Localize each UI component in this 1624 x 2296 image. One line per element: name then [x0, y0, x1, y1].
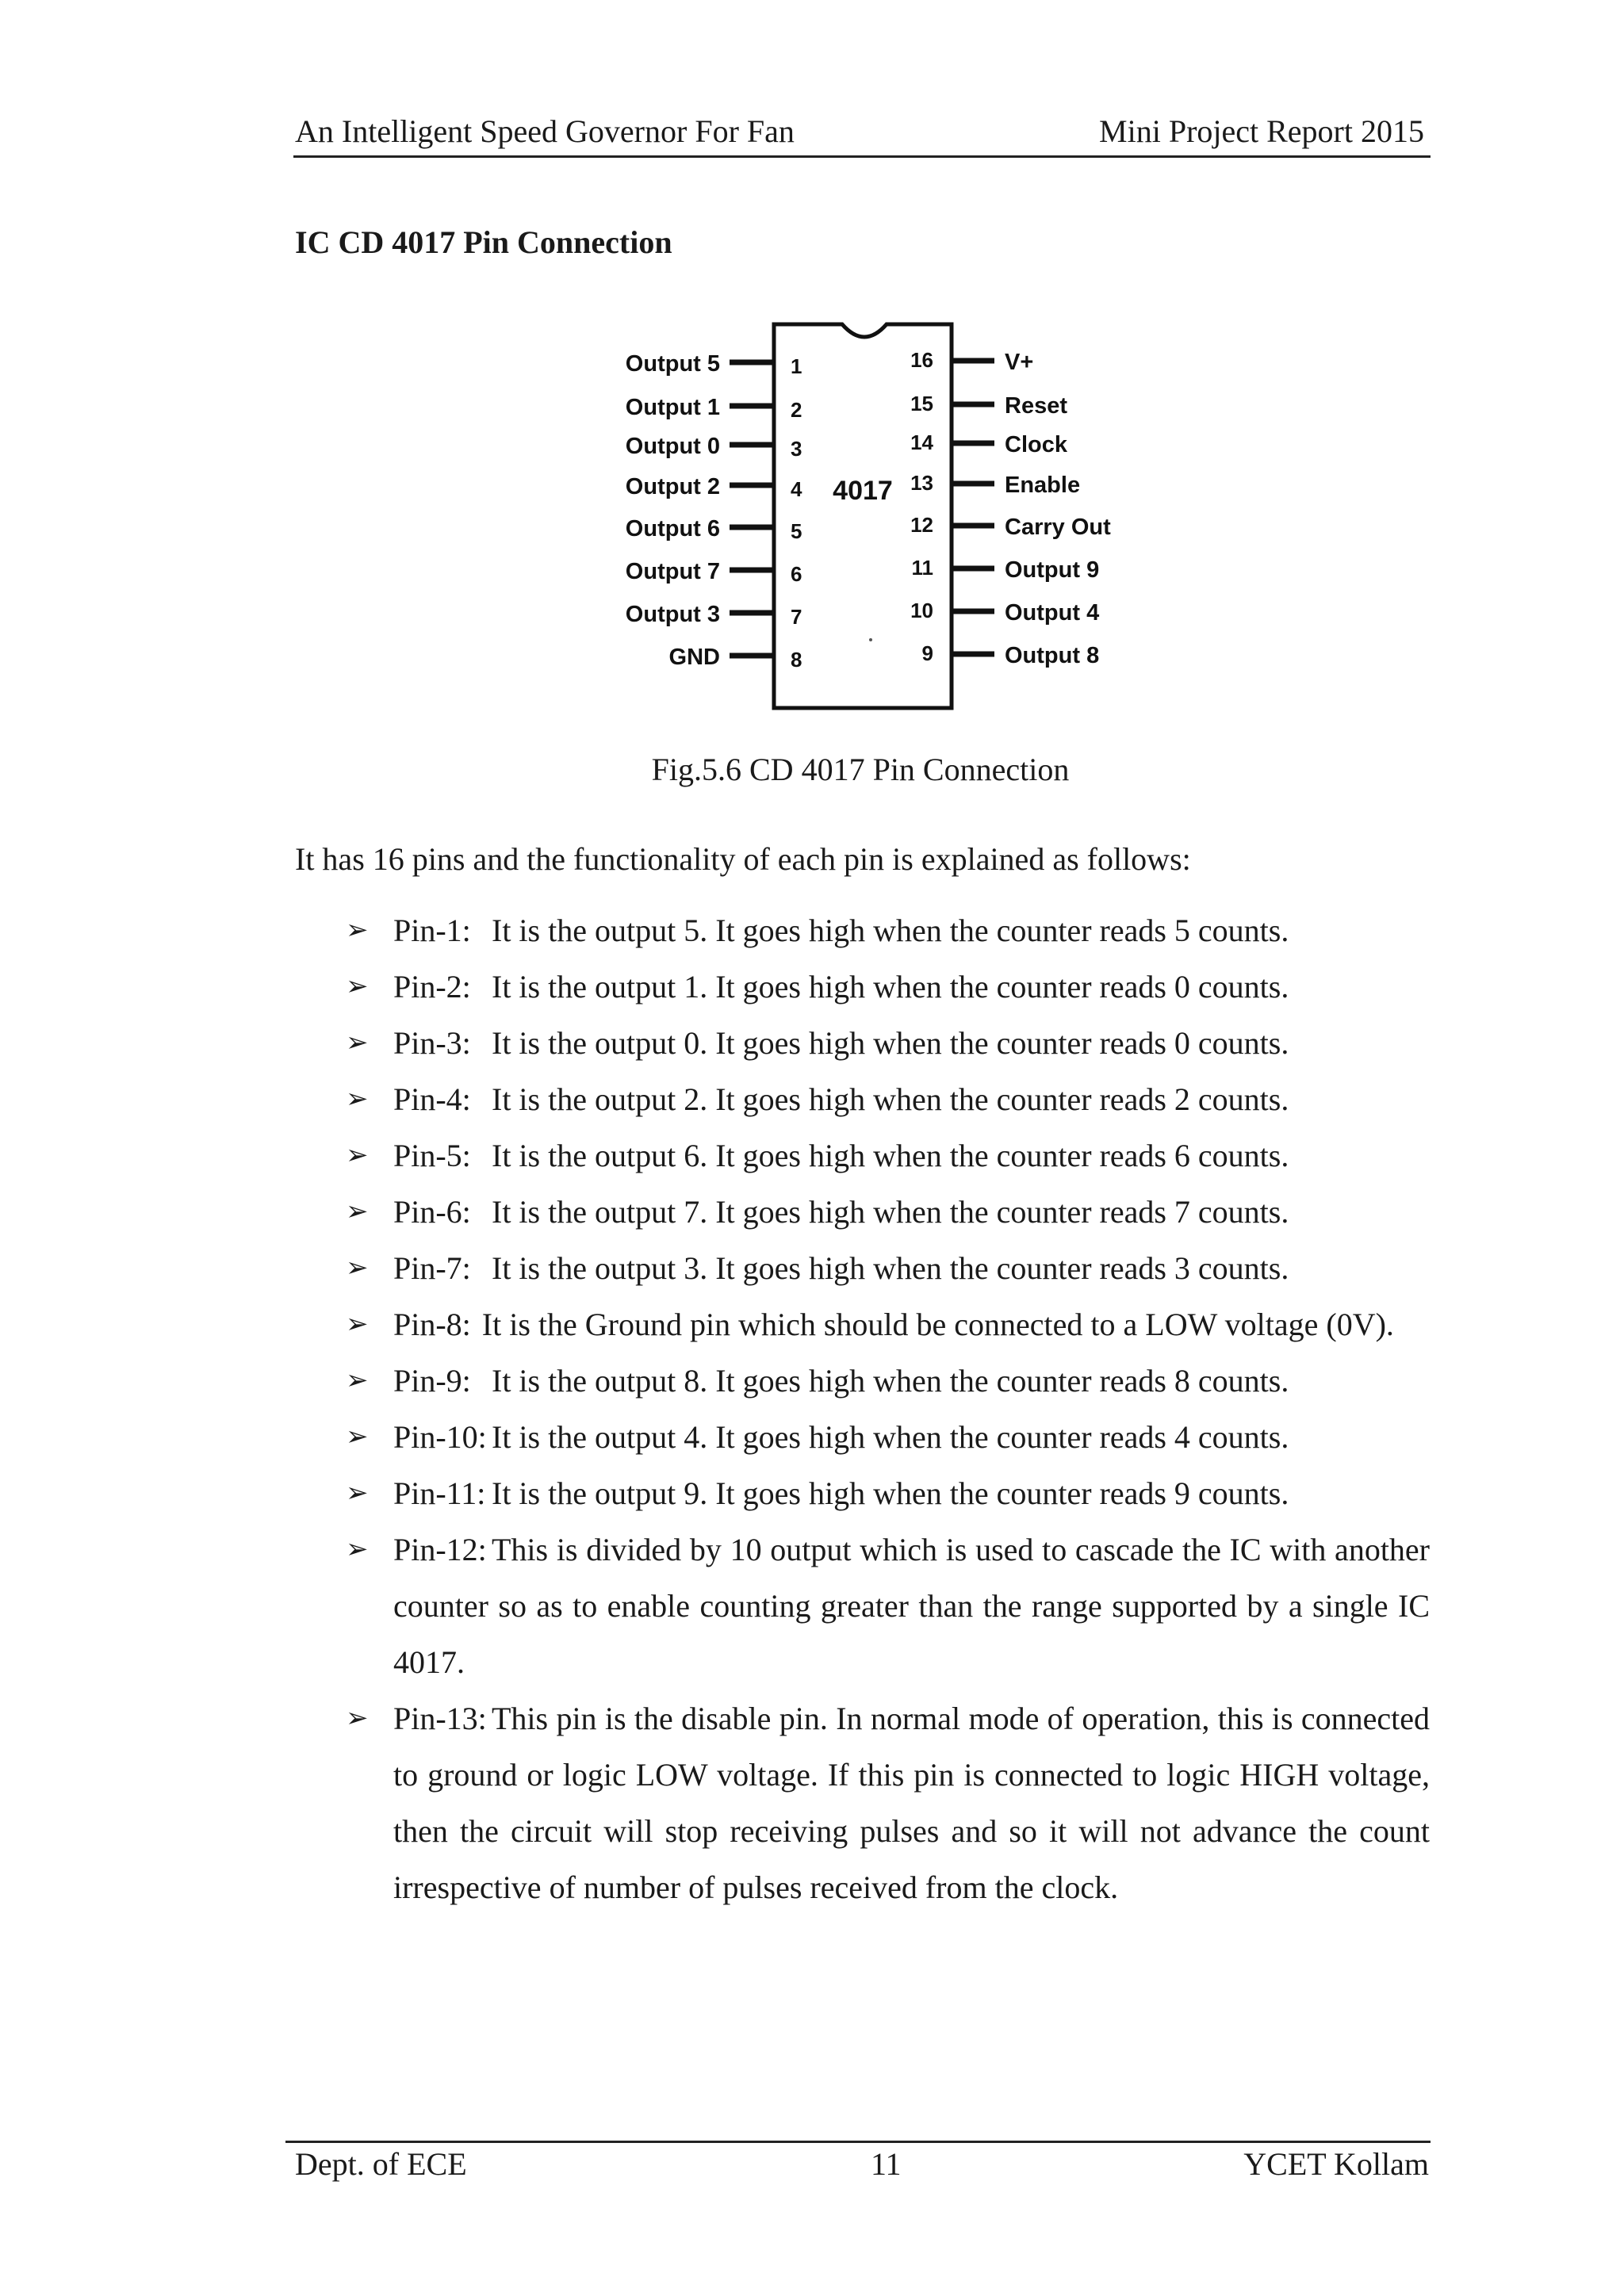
footer-rule — [285, 2141, 1431, 2143]
section-heading: IC CD 4017 Pin Connection — [295, 224, 672, 260]
list-item: ➢ Pin-3: It is the output 0. It goes high when the counter reads 0 counts. — [346, 1015, 1430, 1071]
pin-number-15: 15 — [910, 392, 933, 415]
pin-number-5: 5 — [791, 519, 802, 543]
list-item: ➢ Pin-10: It is the output 4. It goes high when the counter reads 4 counts. — [346, 1409, 1430, 1465]
arrow-bullet-icon: ➢ — [346, 1027, 369, 1058]
list-item: ➢ Pin-12: This is divided by 10 output which is used to cascade the IC with another counter so as to enable counting greater than the range supported by a single IC 4017. — [346, 1521, 1430, 1690]
arrow-bullet-icon: ➢ — [346, 1421, 369, 1452]
header-title: An Intelligent Speed Governor For Fan — [295, 113, 795, 149]
pin-number-2: 2 — [791, 398, 802, 422]
footer-college: YCET Kollam — [1243, 2146, 1429, 2182]
list-item: ➢ Pin-6: It is the output 7. It goes high when the counter reads 7 counts. — [346, 1184, 1430, 1240]
pin-name-15: Reset — [1005, 393, 1067, 419]
arrow-bullet-icon: ➢ — [346, 1477, 369, 1509]
intro-text: It has 16 pins and the functionality of each pin is explained as follows: — [295, 841, 1191, 877]
pin-name-1: Output 5 — [625, 351, 720, 377]
pin-number-3: 3 — [791, 437, 802, 461]
pin-name-9: Output 8 — [1005, 643, 1100, 668]
pin-name-8: GND — [668, 645, 720, 670]
pin-number-8: 8 — [791, 648, 802, 672]
arrow-bullet-icon: ➢ — [346, 1308, 369, 1340]
pin-name-12: Carry Out — [1005, 515, 1111, 540]
list-item: ➢ Pin-4: It is the output 2. It goes high when the counter reads 2 counts. — [346, 1071, 1430, 1127]
pin-number-16: 16 — [910, 348, 933, 372]
pin-name-6: Output 7 — [625, 559, 720, 584]
list-item: ➢ Pin-7: It is the output 3. It goes high when the counter reads 3 counts. — [346, 1240, 1430, 1296]
arrow-bullet-icon: ➢ — [346, 914, 369, 946]
list-item: ➢ Pin-9: It is the output 8. It goes high when the counter reads 8 counts. — [346, 1353, 1430, 1409]
pin-name-4: Output 2 — [625, 474, 720, 499]
arrow-bullet-icon: ➢ — [346, 1196, 369, 1227]
arrow-bullet-icon: ➢ — [346, 1533, 369, 1565]
pin-number-6: 6 — [791, 562, 802, 586]
footer-dept: Dept. of ECE — [295, 2146, 467, 2182]
pin-number-4: 4 — [791, 477, 802, 501]
pin-name-2: Output 1 — [625, 395, 720, 420]
arrow-bullet-icon: ➢ — [346, 1364, 369, 1396]
pin-number-13: 13 — [910, 471, 933, 495]
pin-number-12: 12 — [910, 513, 933, 537]
chip-label: 4017 — [833, 476, 893, 506]
pin-number-10: 10 — [910, 599, 933, 622]
list-item: ➢ Pin-2: It is the output 1. It goes high when the counter reads 0 counts. — [346, 959, 1430, 1015]
list-item: ➢ Pin-8: It is the Ground pin which should be connected to a LOW voltage (0V). — [346, 1296, 1430, 1353]
header-report: Mini Project Report 2015 — [1099, 113, 1424, 149]
list-item: ➢ Pin-5: It is the output 6. It goes high when the counter reads 6 counts. — [346, 1127, 1430, 1184]
arrow-bullet-icon: ➢ — [346, 1139, 369, 1171]
pin-name-5: Output 6 — [625, 516, 720, 541]
pin-number-11: 11 — [911, 556, 933, 580]
arrow-bullet-icon: ➢ — [346, 1702, 369, 1734]
figure-caption: Fig.5.6 CD 4017 Pin Connection — [651, 752, 1070, 787]
pin-diagram — [619, 313, 1126, 718]
list-item: ➢ Pin-11: It is the output 9. It goes high when the counter reads 9 counts. — [346, 1465, 1430, 1521]
header-rule — [293, 155, 1431, 158]
arrow-bullet-icon: ➢ — [346, 1083, 369, 1115]
pin-number-1: 1 — [791, 354, 802, 378]
pin-name-7: Output 3 — [625, 602, 720, 627]
pin-name-10: Output 4 — [1005, 600, 1100, 626]
arrow-bullet-icon: ➢ — [346, 1252, 369, 1284]
pin-list — [346, 902, 1430, 1915]
pin-name-11: Output 9 — [1005, 557, 1100, 583]
pin-name-14: Clock — [1005, 432, 1067, 457]
pin-name-16: V+ — [1005, 350, 1034, 375]
list-item: ➢ Pin-1: It is the output 5. It goes high when the counter reads 5 counts. — [346, 902, 1430, 959]
pin-number-14: 14 — [910, 430, 933, 454]
page-number: 11 — [871, 2146, 902, 2182]
pin-number-9: 9 — [921, 641, 933, 665]
arrow-bullet-icon: ➢ — [346, 970, 369, 1002]
pin-name-3: Output 0 — [625, 434, 720, 459]
list-item: ➢ Pin-13: This pin is the disable pin. In normal mode of operation, this is connected to ground or logic LOW voltage. If this pin is connected to logic HIGH voltage, then the circuit will stop receiving pulses and so it will not advance the count irrespective of number of pulses received from the clock. — [346, 1690, 1430, 1915]
pin-name-13: Enable — [1005, 473, 1081, 498]
pin-number-7: 7 — [791, 605, 802, 629]
